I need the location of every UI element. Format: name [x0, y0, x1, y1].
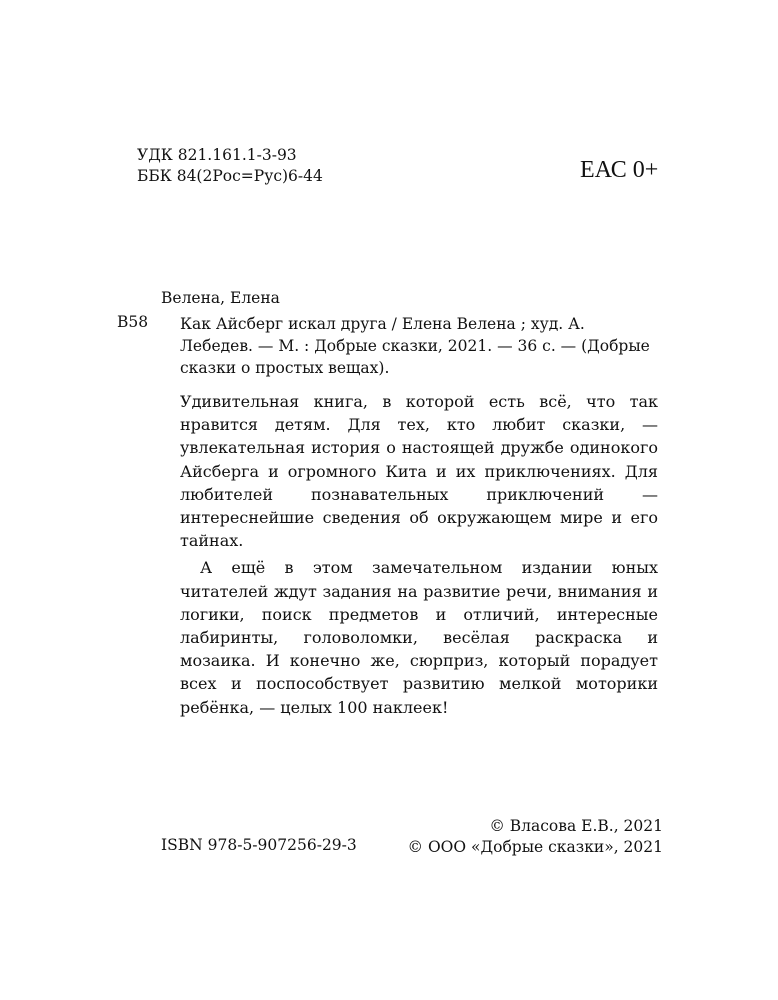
copyright-publisher: © ООО «Добрые сказки», 2021: [407, 838, 663, 856]
annotation-paragraph: А ещё в этом замечательном издании юных читателей ждут задания на развитие речи, внимания и логики, поиск предметов и отличий, интересные лабиринты, головоломки, весёлая раскраска и мозаика. И конечно же, сюрприз, который порадует всех и поспособствует развитию мелкой моторики ребёнка, — целых 100 наклеек!: [180, 558, 658, 717]
isbn: ISBN 978-5-907256-29-3: [161, 836, 357, 854]
udk-code: УДК 821.161.1-3-93: [137, 146, 297, 164]
copyright-author: © Власова Е.В., 2021: [489, 817, 663, 835]
annotation: [180, 390, 658, 719]
author-name: Велена, Елена: [161, 289, 280, 307]
author-code: В58: [117, 313, 149, 331]
annotation-paragraph: Удивительная книга, в которой есть всё, что так нравится детям. Для тех, кто любит сказки, — увлекательная история о настоящей дружбе одинокого Айсберга и огромного Кита и их приключениях. Для любителей познавательных приключений — интереснейшие сведения об окружающем мире и его тайнах.: [180, 392, 658, 551]
bibliographic-description: Как Айсберг искал друга / Елена Велена ; худ. А. Лебедев. — М. : Добрые сказки, 2021. — 36 с. — (Добрые сказки о простых вещах).: [180, 315, 650, 377]
age-rating: ЕАС 0+: [580, 157, 659, 183]
bbk-code: ББК 84(2Рос=Рус)6-44: [137, 167, 323, 185]
